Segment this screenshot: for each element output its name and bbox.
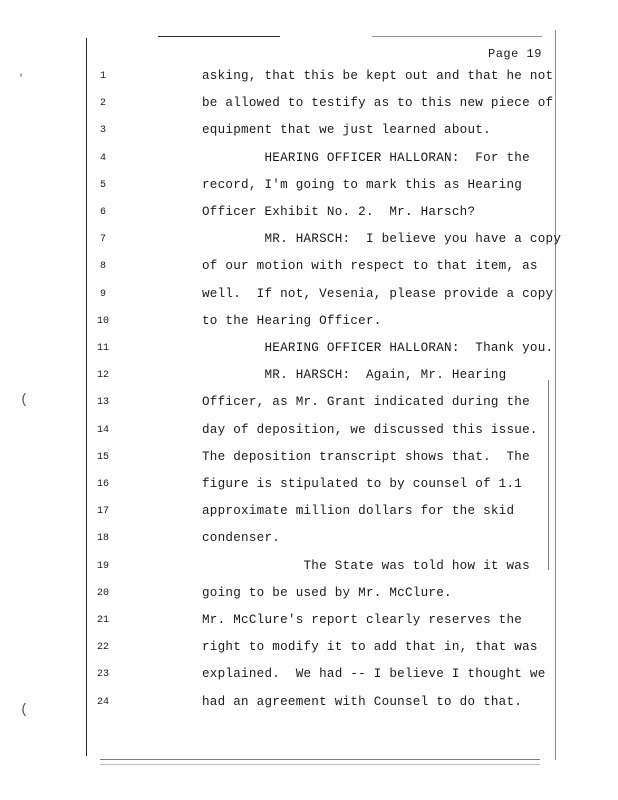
line-number: 13 <box>96 397 109 409</box>
transcript-line-text: going to be used by Mr. McClure. <box>202 585 452 600</box>
line-number: 18 <box>96 533 109 545</box>
transcript-line-text: record, I'm going to mark this as Hearing <box>202 177 523 192</box>
bottom-rule <box>100 759 540 760</box>
transcript-line-text: approximate million dollars for the skid <box>202 504 515 519</box>
transcript-line-text: The State was told how it was <box>202 558 530 573</box>
line-number: 8 <box>99 261 106 273</box>
transcript-line-text: figure is stipulated to by counsel of 1.1 <box>202 477 523 491</box>
transcript-line-text: well. If not, Vesenia, please provide a copy <box>202 286 554 301</box>
transcript-line-text: of our motion with respect to that item, as <box>202 259 538 274</box>
line-number: 17 <box>96 506 109 518</box>
transcript-line-text: condenser. <box>202 531 281 546</box>
top-rule-right <box>372 36 542 37</box>
right-margin-mark <box>548 380 549 570</box>
line-number: 9 <box>99 288 106 300</box>
scan-speck: ' <box>18 74 25 85</box>
line-number: 16 <box>96 479 109 490</box>
transcript-line-text: had an agreement with Counsel to do that. <box>202 694 523 709</box>
transcript-line-text: be allowed to testify as to this new piece of <box>202 96 554 111</box>
line-number: 20 <box>96 587 109 599</box>
transcript-line-text: Mr. McClure's report clearly reserves the <box>202 613 523 627</box>
transcript-line-text: asking, that this be kept out and that he not <box>202 69 554 83</box>
left-margin-line <box>86 38 87 756</box>
transcript-line-text: explained. We had -- I believe I thought we <box>202 667 546 682</box>
line-number: 23 <box>96 669 109 681</box>
transcript-line-text: HEARING OFFICER HALLORAN: For the <box>202 150 530 165</box>
scan-speck: ( <box>20 702 29 718</box>
transcript-line-text: equipment that we just learned about. <box>202 123 491 138</box>
transcript-line-text: to the Hearing Officer. <box>202 313 382 328</box>
line-number: 5 <box>99 179 106 191</box>
transcript-line-text: HEARING OFFICER HALLORAN: Thank you. <box>202 341 554 355</box>
line-number: 4 <box>99 152 106 164</box>
transcript-line-text: day of deposition, we discussed this issue. <box>202 422 538 437</box>
transcript-line-text: Officer, as Mr. Grant indicated during the <box>202 395 530 410</box>
line-number: 10 <box>96 315 109 327</box>
line-number: 11 <box>96 343 109 354</box>
line-number: 21 <box>96 615 109 626</box>
line-number: 24 <box>96 696 109 708</box>
line-number: 19 <box>96 560 109 572</box>
transcript-line-text: Officer Exhibit No. 2. Mr. Harsch? <box>202 205 476 219</box>
scan-speck: ( <box>20 392 29 408</box>
bottom-rule-faint <box>100 764 540 765</box>
transcript-line-text: right to modify it to add that in, that was <box>202 640 538 655</box>
transcript-line-text: MR. HARSCH: Again, Mr. Hearing <box>202 368 507 383</box>
transcript-line-text: The deposition transcript shows that. The <box>202 449 530 464</box>
line-number: 2 <box>99 98 106 110</box>
line-number: 3 <box>99 125 106 137</box>
line-number: 12 <box>96 370 109 382</box>
right-margin-line <box>555 30 556 760</box>
line-number: 1 <box>99 71 106 82</box>
line-number: 6 <box>99 207 106 218</box>
line-number: 7 <box>99 234 106 246</box>
line-number: 22 <box>96 642 109 654</box>
page-number: Page 19 <box>488 47 542 61</box>
top-rule <box>158 36 280 37</box>
transcript-line-text: MR. HARSCH: I believe you have a copy <box>202 232 562 247</box>
line-number: 14 <box>96 424 109 436</box>
line-number: 15 <box>96 451 109 463</box>
